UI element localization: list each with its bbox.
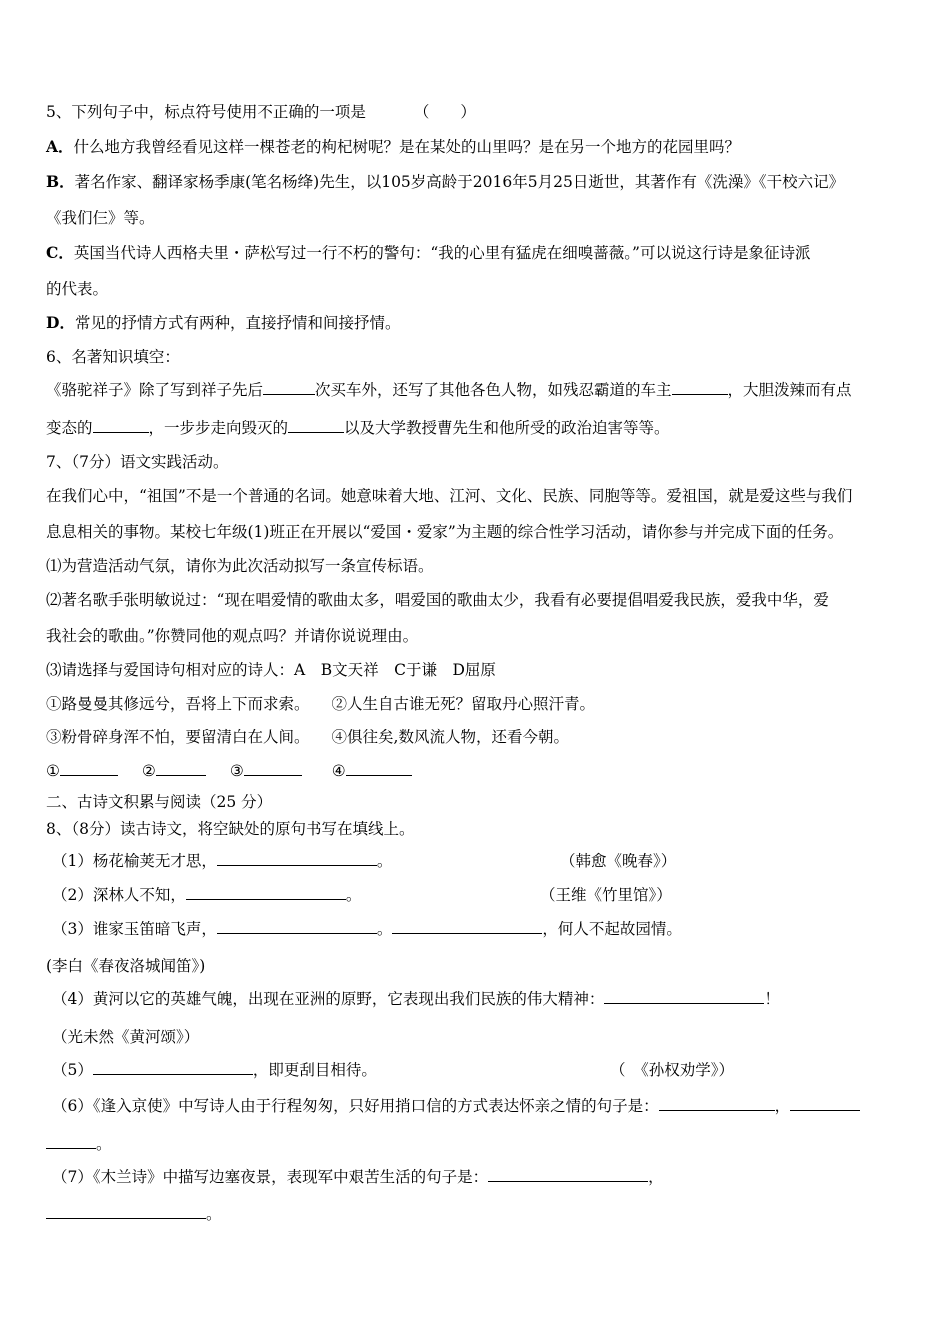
- item-text: ，即更刮目相待。: [252, 1061, 377, 1079]
- blank-line[interactable]: [659, 1096, 775, 1111]
- item-text: （7）《木兰诗》中描写边塞夜景，表现军中艰苦生活的句子是：: [52, 1168, 489, 1186]
- q5-stem: [46, 102, 476, 122]
- blank-line[interactable]: [604, 989, 764, 1004]
- q8-item-5: [52, 1060, 377, 1080]
- q8-item-6: [52, 1096, 860, 1116]
- q7-poems-row1: [46, 694, 595, 714]
- option-text: 英国当代诗人西格夫里・萨松写过一行不朽的警句：“我的心里有猛虎在细嗅蔷薇。”可以说这行诗是象征诗派: [73, 244, 811, 262]
- blank-line[interactable]: [186, 885, 346, 900]
- item-text: 。: [96, 1135, 112, 1153]
- option-text: 常见的抒情方式有两种，直接抒情和间接抒情。: [74, 314, 401, 332]
- blank-line[interactable]: [244, 761, 302, 776]
- q6-text: 《骆驼祥子》除了写到祥子先后: [46, 381, 264, 399]
- q8-item-6-cont: [46, 1134, 112, 1154]
- blank-line[interactable]: [46, 1134, 96, 1149]
- option-label: A．: [46, 137, 74, 156]
- q8-item-4: [52, 989, 780, 1009]
- q6-title: 6、名著知识填空：: [46, 348, 180, 366]
- answer-marker: ③: [229, 762, 244, 780]
- q8-item-7-cont: [46, 1204, 222, 1224]
- blank-line[interactable]: [790, 1096, 860, 1111]
- poem-line: ④俱往矣,数风流人物，还看今朝。: [331, 728, 569, 746]
- q8-item-4-source: （光未然《黄河颂》）: [52, 1028, 200, 1046]
- answer-marker: ②: [141, 762, 156, 780]
- blank-line[interactable]: [392, 919, 542, 934]
- item-text: 。: [206, 1205, 222, 1223]
- item-text: （6）《逢入京使》中写诗人由于行程匆匆，只好用捎口信的方式表达怀亲之情的句子是：: [52, 1097, 659, 1115]
- q8-item-3-source: (李白《春夜洛城闻笛》): [46, 957, 206, 975]
- item-text: 。: [376, 852, 393, 870]
- q8-item-7: [52, 1167, 664, 1187]
- q7-para-2: 息息相关的事物。某校七年级(1)班正在开展以“爱国・爱家”为主题的综合性学习活动，请你参与并完成下面的任务。: [46, 523, 844, 541]
- q8-item-2: [52, 885, 361, 905]
- item-text: ，何人不起故园情。: [542, 920, 682, 938]
- q8-item-3: [52, 919, 682, 939]
- q7-sub-2: ⑵著名歌手张明敏说过：“现在唱爱情的歌曲太多，唱爱国的歌曲太少，我看有必要提倡唱爱我民族，爱我中华，爱: [46, 591, 829, 609]
- q6-text: 变态的: [46, 419, 93, 437]
- q7-title: 7、（7分）语文实践活动。: [46, 453, 229, 471]
- q7-sub-2-cont: 我社会的歌曲。”你赞同他的观点吗？并请你说说理由。: [46, 627, 419, 645]
- item-text: （5）: [52, 1061, 93, 1079]
- q8-item-1-source: （韩愈《晚春》）: [560, 852, 677, 870]
- q7-para-1: 在我们心中，“祖国”不是一个普通的名词。她意味着大地、江河、文化、民族、同胞等等。爱祖国，就是爱这些与我们: [46, 487, 853, 505]
- item-text: （3）谁家玉笛暗飞声，: [52, 920, 217, 938]
- q6-text: ，大胆泼辣而有点: [727, 381, 852, 399]
- option-label: C．: [46, 243, 74, 262]
- poem-line: ②人生自古谁无死？留取丹心照汗青。: [331, 695, 596, 713]
- answer-marker: ④: [331, 762, 346, 780]
- blank-line[interactable]: [93, 418, 149, 433]
- poem-line: ①路曼曼其修远兮，吾将上下而求索。: [46, 695, 310, 713]
- blank-line[interactable]: [46, 1204, 206, 1219]
- blank-line[interactable]: [60, 761, 118, 776]
- q5-paren: （ ）: [413, 103, 476, 121]
- blank-line[interactable]: [156, 761, 206, 776]
- q7-sub-3: ⑶请选择与爱国诗句相对应的诗人：A B文天祥 C于谦 D屈原: [46, 661, 496, 679]
- item-text: ！: [764, 990, 780, 1008]
- q8-title: 8、（8分）读古诗文，将空缺处的原句书写在填线上。: [46, 820, 415, 838]
- q6-text: 以及大学教授曹先生和他所受的政治迫害等等。: [344, 419, 670, 437]
- q5-stem-text: 5、下列句子中，标点符号使用不正确的一项是: [46, 103, 366, 121]
- option-text: 著名作家、翻译家杨季康(笔名杨绛)先生，以105岁高龄于2016年5月25日逝世，其著作有《洗澡》《干校六记》: [74, 173, 845, 191]
- blank-line[interactable]: [217, 851, 377, 866]
- item-text: （2）深林人不知，: [52, 886, 186, 904]
- option-label: D．: [46, 313, 75, 332]
- blank-line[interactable]: [346, 761, 412, 776]
- option-label: B．: [46, 172, 75, 191]
- blank-line[interactable]: [263, 380, 315, 395]
- q5-option-b: [46, 172, 844, 192]
- q8-item-5-source: （ 《孙权劝学》）: [610, 1061, 735, 1079]
- q7-poems-row2: [46, 727, 569, 747]
- section-2-heading: 二、古诗文积累与阅读（25 分）: [46, 793, 273, 811]
- item-text: 。: [345, 886, 362, 904]
- blank-line[interactable]: [672, 380, 728, 395]
- q8-item-1: [52, 851, 392, 871]
- blank-line[interactable]: [488, 1167, 648, 1182]
- q6-line2: [46, 418, 670, 438]
- q8-item-2-source: （王维《竹里馆》）: [540, 886, 672, 904]
- blank-line[interactable]: [217, 919, 377, 934]
- q5-option-a: [46, 137, 740, 157]
- q7-sub-1: ⑴为营造活动气氛，请你为此次活动拟写一条宣传标语。: [46, 557, 434, 575]
- item-text: （1）杨花榆荚无才思，: [52, 852, 217, 870]
- item-text: ，: [774, 1097, 791, 1115]
- option-text: 什么地方我曾经看见这样一棵苍老的枸杞树呢？是在某处的山里吗？是在另一个地方的花园里吗？: [73, 138, 741, 156]
- q5-option-d: [46, 313, 400, 333]
- q5-option-c: [46, 243, 810, 263]
- item-text: （4）黄河以它的英雄气魄，出现在亚洲的原野，它表现出我们民族的伟大精神：: [52, 990, 605, 1008]
- blank-line[interactable]: [93, 1060, 253, 1075]
- q6-line1: [46, 380, 852, 400]
- q5-option-b-cont: 《我们仨》等。: [46, 209, 155, 227]
- q7-answer-blanks: [46, 761, 412, 781]
- blank-line[interactable]: [288, 418, 344, 433]
- q5-option-c-cont: 的代表。: [46, 280, 109, 298]
- item-text: ，: [648, 1168, 664, 1186]
- q6-text: 次买车外，还写了其他各色人物，如残忍霸道的车主: [315, 381, 672, 399]
- answer-marker: ①: [46, 762, 60, 780]
- poem-line: ③粉骨碎身浑不怕，要留清白在人间。: [46, 728, 310, 746]
- item-text: 。: [376, 920, 393, 938]
- q6-text: ，一步步走向毁灭的: [148, 419, 289, 437]
